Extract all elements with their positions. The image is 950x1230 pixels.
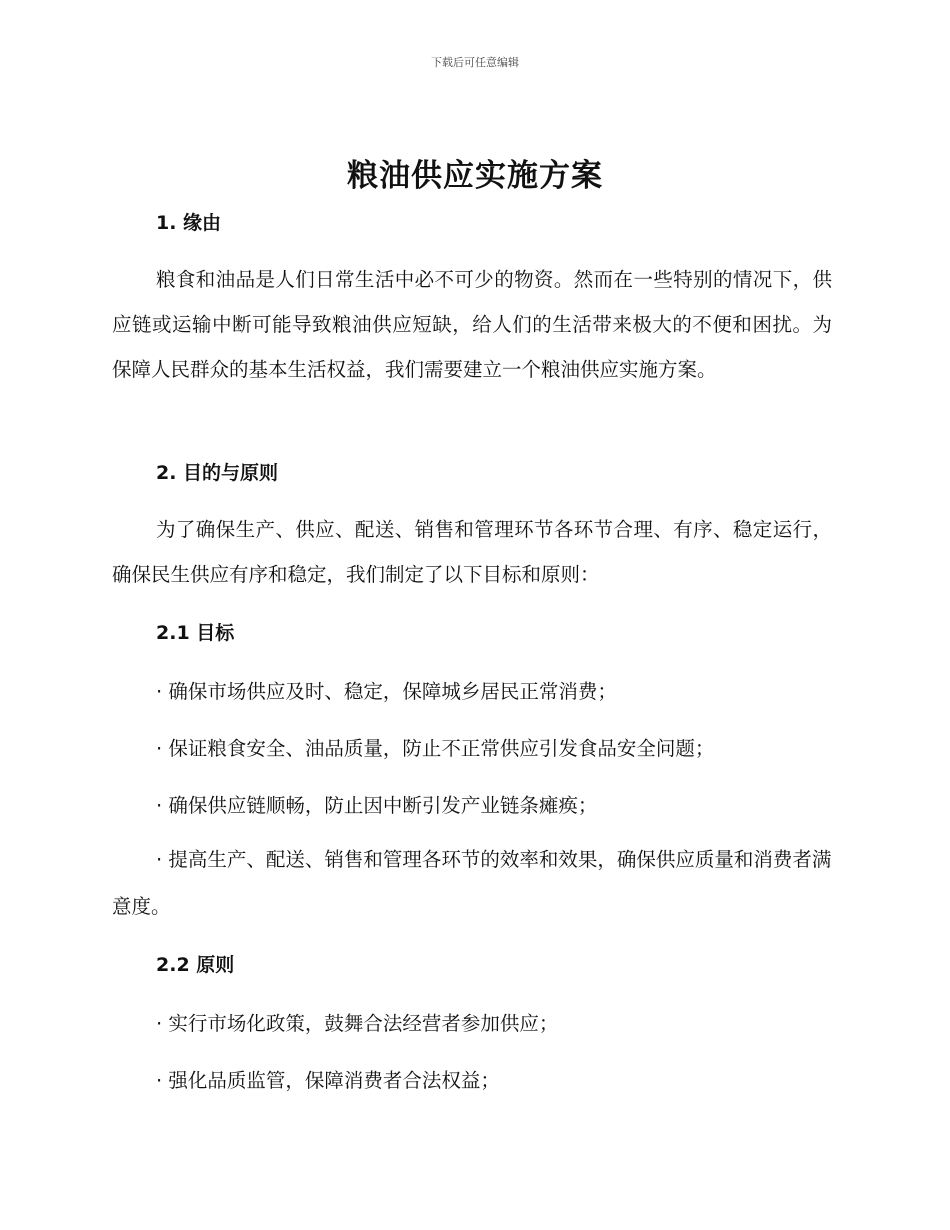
goal-bullet-4: · 提高生产、配送、销售和管理各环节的效率和效果，确保供应质量和消费者满意度。: [112, 848, 832, 918]
goal-bullet-2: · 保证粮食安全、油品质量，防止不正常供应引发食品安全问题；: [156, 737, 715, 760]
section-2-paragraph: 为了确保生产、供应、配送、销售和管理环节各环节合理、有序、稳定运行，确保民生供应有序和稳定，我们制定了以下目标和原则：: [112, 518, 832, 586]
header-note: 下载后可任意编辑: [431, 56, 519, 69]
principle-bullet-1: · 实行市场化政策，鼓舞合法经营者参加供应；: [156, 1012, 559, 1035]
section-1-paragraph: 粮食和油品是人们日常生活中必不可少的物资。然而在一些特别的情况下，供应链或运输中断可能导致粮油供应短缺，给人们的生活带来极大的不便和困扰。为保障人民群众的基本生活权益，我们需要建立一个粮油供应实施方案。: [112, 268, 832, 381]
principle-bullet-2: · 强化品质监管，保障消费者合法权益；: [156, 1069, 500, 1092]
goal-bullet-3: · 确保供应链顺畅，防止因中断引发产业链条瘫痪；: [156, 794, 598, 817]
section-2-heading: 2. 目的与原则: [156, 462, 279, 484]
section-2-1-heading: 2.1 目标: [156, 622, 235, 644]
document-title: 粮油供应实施方案: [347, 158, 603, 194]
goal-bullet-1: · 确保市场供应及时、稳定，保障城乡居民正常消费；: [156, 680, 617, 703]
section-2-2-heading: 2.2 原则: [156, 954, 235, 976]
section-1-heading: 1. 缘由: [156, 212, 222, 234]
